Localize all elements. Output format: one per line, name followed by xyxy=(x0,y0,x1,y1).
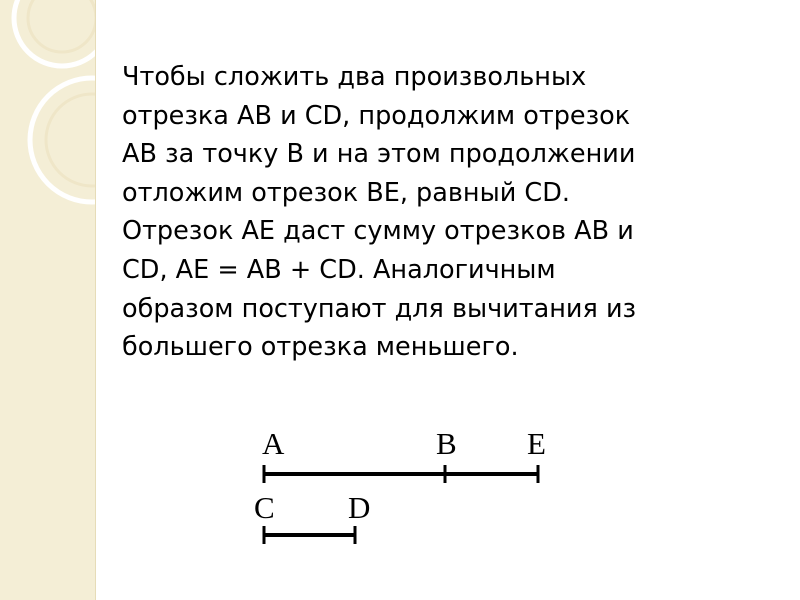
ring-middle xyxy=(30,78,95,202)
point-label-e: E xyxy=(527,426,546,461)
point-label-a: A xyxy=(262,426,285,461)
slide-paragraph: Чтобы сложить два произвольных отрезка АВ и CD, продолжим отрезок АВ за точку В и на этом продолжении отложим отрезок ВЕ, равный CD. Отрезок АЕ даст сумму отрезков АВ и CD, АЕ = АВ + CD. Аналогичным образом поступают для вычитания из большего отрезка меньшего. xyxy=(122,62,637,363)
decorative-rings-icon xyxy=(0,0,95,600)
decorative-side-band xyxy=(0,0,95,600)
ring-top-inner xyxy=(28,0,95,52)
point-label-b: B xyxy=(436,426,457,461)
ring-middle-inner xyxy=(46,94,95,186)
point-label-d: D xyxy=(348,490,371,525)
point-label-c: C xyxy=(254,490,275,525)
segment-sum-diagram xyxy=(240,410,560,550)
side-band-edge xyxy=(95,0,96,600)
ring-top xyxy=(14,0,95,66)
